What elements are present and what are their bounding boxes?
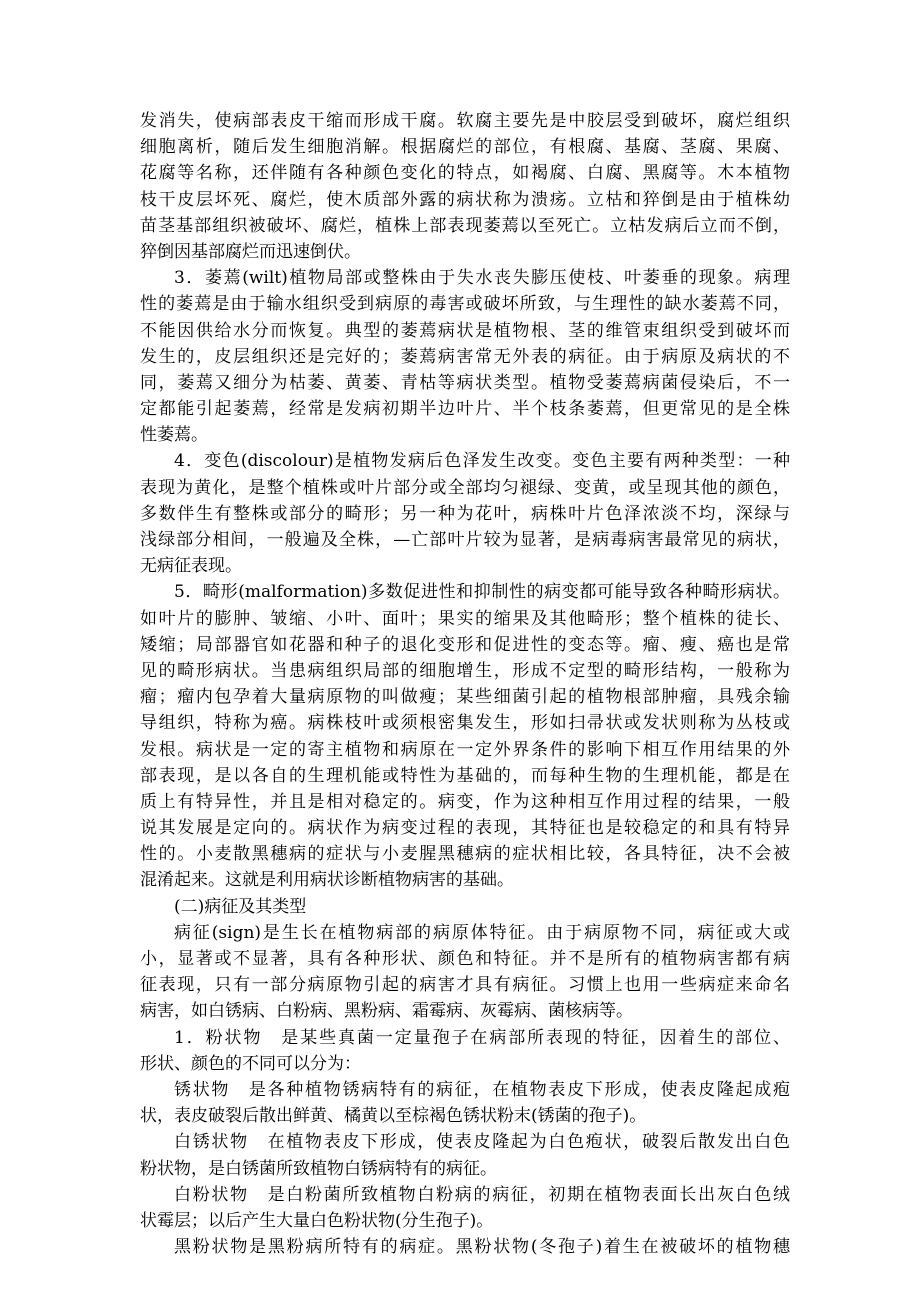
text-line: 枝干皮层坏死、腐烂，使木质部外露的病状称为溃疡。立枯和猝倒是由于植株幼	[140, 189, 790, 210]
text-line: 发生的，皮层组织还是完好的；萎蔫病害常无外表的病征。由于病原及病状的不	[140, 346, 790, 367]
text-line: 4．变色(discolour)是植物发病后色泽发生改变。变色主要有两种类型：一种	[174, 451, 790, 472]
text-line: 发根。病状是一定的寄主植物和病原在一定外界条件的影响下相互作用结果的外	[140, 739, 790, 760]
text-line: 状，表皮破裂后散出鲜黄、橘黄以至棕褐色锈状粉末(锈菌的孢子)。	[140, 1106, 647, 1127]
text-line: 混淆起来。这就是利用病状诊断植物病害的基础。	[140, 870, 514, 891]
text-line: 性的。小麦散黑穗病的症状与小麦腥黑穗病的症状相比较，各具特征，决不会被	[140, 844, 790, 865]
text-line: 形状、颜色的不同可以分为：	[140, 1053, 361, 1074]
text-line: 性萎蔫。	[140, 425, 208, 446]
text-line: 质上有特异性，并且是相对稳定的。病变，作为这种相互作用过程的结果，一般	[140, 791, 790, 812]
text-line: 定都能引起萎蔫，经常是发病初期半边叶片、半个枝条萎蔫，但更常见的是全株	[140, 399, 790, 420]
text-line: 病征(sign)是生长在植物病部的病原体特征。由于病原物不同，病征或大或	[174, 922, 790, 943]
text-line: 黑粉状物是黑粉病所特有的病症。黑粉状物(冬孢子)着生在被破坏的植物穗	[174, 1237, 790, 1258]
text-line: 花腐等名称，还伴随有各种颜色变化的特点，如褐腐、白腐、黑腐等。木本植物	[140, 163, 790, 184]
text-line: 白粉状物 是白粉菌所致植物白粉病的病征，初期在植物表面长出灰白色绒	[174, 1184, 790, 1205]
text-line: 小，显著或不显著，具有各种形状、颜色和特征。并不是所有的植物病害都有病	[140, 949, 790, 969]
text-line: 锈状物 是各种植物锈病特有的病征，在植物表皮下形成，使表皮隆起成疱	[174, 1079, 790, 1100]
text-line: 猝倒因基部腐烂而迅速倒伏。	[140, 241, 361, 262]
text-line: 导组织，特称为癌。病株枝叶或须根密集发生，形如扫帚状或发状则称为丛枝或	[140, 713, 790, 734]
text-line: 1．粉状物 是某些真菌一定量孢子在病部所表现的特征，因着生的部位、	[174, 1027, 790, 1048]
text-line: 病害，如白锈病、白粉病、黑粉病、霜霉病、灰霉病、菌核病等。	[140, 1001, 633, 1022]
text-line: 3．萎蔫(wilt)植物局部或整株由于失水丧失膨压使枝、叶萎垂的现象。病理	[174, 268, 790, 289]
text-line: 部表现，是以各自的生理机能或特性为基础的，而每种生物的生理机能，都是在	[140, 765, 790, 786]
text-line: 同，萎蔫又细分为枯萎、黄萎、青枯等病状类型。植物受萎蔫病菌侵染后，不一	[140, 372, 790, 393]
text-line: 粉状物，是白锈菌所致植物白锈病特有的病征。	[140, 1158, 497, 1179]
text-line: 5．畸形(malformation)多数促进性和抑制性的病变都可能导致各种畸形病状。	[174, 582, 790, 603]
text-line: 细胞离析，随后发生细胞消解。根据腐烂的部位，有根腐、基腐、茎腐、果腐、	[140, 137, 790, 158]
text-line: 瘤；瘤内包孕着大量病原物的叫做瘦；某些细菌引起的植物根部肿瘤，具残余输	[140, 687, 790, 708]
text-line: 状霉层；以后产生大量白色粉状物(分生孢子)。	[140, 1210, 494, 1231]
text-line: 表现为黄化，是整个植株或叶片部分或全部均匀褪绿、变黄，或呈现其他的颜色，	[140, 477, 790, 498]
text-line: 见的畸形病状。当患病组织局部的细胞增生，形成不定型的畸形结构，一般称为	[140, 660, 790, 681]
text-line: 说其发展是定向的。病状作为病变过程的表现，其特征也是较稳定的和具有特异	[140, 818, 790, 839]
text-line: 苗茎基部组织被破坏、腐烂，植株上部表现萎蔫以至死亡。立枯发病后立而不倒，	[140, 215, 790, 236]
text-line: 征表现，只有一部分病原物引起的病害才具有病征。习惯上也用一些病症来命名	[140, 975, 790, 996]
text-line: 白锈状物 在植物表皮下形成，使表皮隆起为白色疱状，破裂后散发出白色	[174, 1132, 790, 1153]
text-line: 无病征表现。	[140, 556, 242, 577]
text-line: (二)病征及其类型	[174, 896, 307, 917]
document-body	[140, 108, 790, 1260]
text-line: 如叶片的膨肿、皱缩、小叶、面叶；果实的缩果及其他畸形；整个植株的徒长、	[140, 608, 790, 629]
text-line: 性的萎蔫是由于输水组织受到病原的毒害或破坏所致，与生理性的缺水萎蔫不同，	[140, 294, 790, 315]
text-line: 不能因供给水分而恢复。典型的萎蔫病状是植物根、茎的维管束组织受到破坏而	[140, 320, 790, 341]
text-line: 浅绿部分相间，一般遍及全株，—亡部叶片较为显著，是病毒病害最常见的病状，	[140, 530, 790, 550]
text-line: 多数伴生有整株或部分的畸形；另一种为花叶，病株叶片色泽浓淡不均，深绿与	[140, 503, 790, 524]
text-line: 发消失，使病部表皮干缩而形成干腐。软腐主要先是中胶层受到破坏，腐烂组织	[140, 111, 790, 131]
text-line: 矮缩；局部器官如花器和种子的退化变形和促进性的变态等。瘤、瘦、癌也是常	[140, 634, 790, 655]
